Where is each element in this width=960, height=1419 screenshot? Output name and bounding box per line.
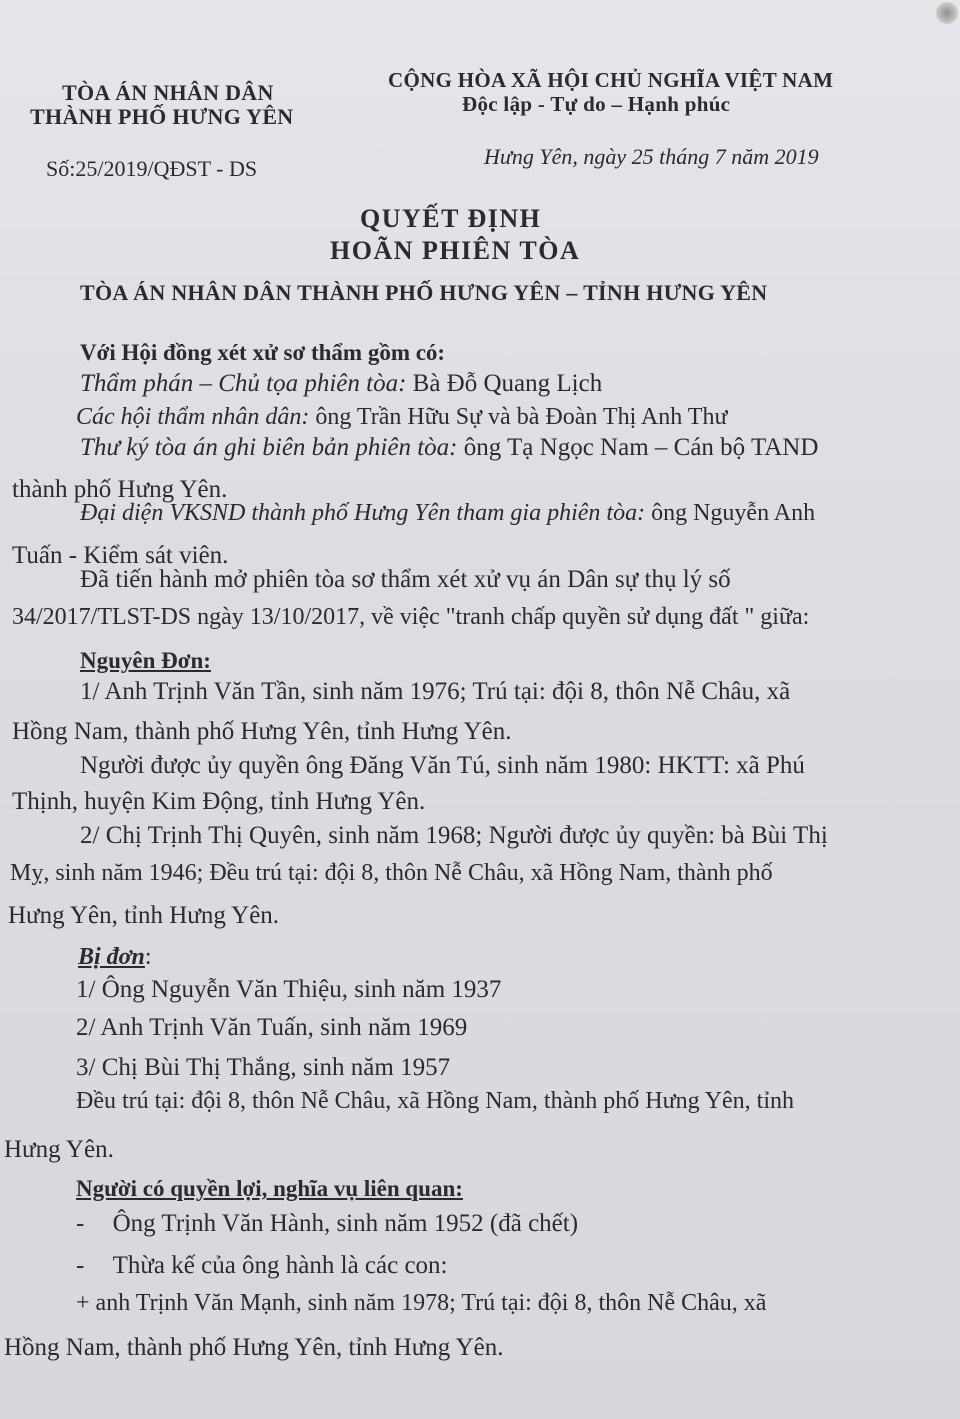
ink-stain	[936, 2, 958, 24]
related-sub-1-line-2: Hồng Nam, thành phố Hưng Yên, tỉnh Hưng Yên.	[4, 1334, 504, 1361]
document-number: Số:25/2019/QĐST - DS	[46, 156, 258, 181]
procurator-label: Đại diện VKSND thành phố Hưng Yên tham gia phiên tòa:	[80, 500, 646, 526]
decision-subtitle: HOÃN PHIÊN TÒA	[330, 236, 581, 265]
related-item-2-text: Thừa kế của ông hành là các con:	[112, 1252, 448, 1279]
procurator-line-cont: Tuấn - Kiểm sát viên.	[12, 542, 229, 569]
court-full-name: TÒA ÁN NHÂN DÂN THÀNH PHỐ HƯNG YÊN – TỈNH HƯNG YÊN	[80, 280, 768, 305]
panel-heading: Với Hội đồng xét xử sơ thẩm gồm có:	[80, 340, 446, 365]
defendant-address-line-2: Hưng Yên.	[4, 1136, 114, 1163]
decision-title: QUYẾT ĐỊNH	[360, 204, 542, 233]
issue-date: Hưng Yên, ngày 25 tháng 7 năm 2019	[484, 144, 819, 169]
plaintiff-1-line-2: Hồng Nam, thành phố Hưng Yên, tỉnh Hưng Yên.	[12, 718, 512, 745]
defendant-2: 2/ Anh Trịnh Văn Tuấn, sinh năm 1969	[76, 1014, 468, 1041]
defendant-heading-label: Bị đơn	[78, 944, 145, 970]
related-heading: Người có quyền lợi, nghĩa vụ liên quan:	[76, 1176, 463, 1201]
judge-label: Thẩm phán – Chủ tọa phiên tòa:	[80, 370, 407, 397]
plaintiff-2-line-1: 2/ Chị Trịnh Thị Quyên, sinh năm 1968; Người được ủy quyền: bà Bùi Thị	[80, 822, 828, 849]
clerk-value: ông Tạ Ngọc Nam – Cán bộ TAND	[457, 434, 819, 461]
jurors-line	[76, 404, 727, 431]
defendant-heading	[78, 944, 152, 971]
judge-value: Bà Đỗ Quang Lịch	[406, 370, 603, 397]
clerk-line	[80, 434, 818, 462]
plaintiff-1-rep-line-2: Thịnh, huyện Kim Động, tỉnh Hưng Yên.	[12, 788, 426, 815]
plaintiff-heading: Nguyên Đơn:	[80, 648, 211, 673]
plaintiff-1-line-1: 1/ Anh Trịnh Văn Tần, sinh năm 1976; Trú tại: đội 8, thôn Nễ Châu, xã	[80, 678, 791, 705]
plaintiff-2-line-2: Mỵ, sinh năm 1946; Đều trú tại: đội 8, thôn Nễ Châu, xã Hồng Nam, thành phố	[10, 860, 773, 886]
clerk-label: Thư ký tòa án ghi biên bản phiên tòa:	[80, 434, 458, 461]
country-name: CỘNG HÒA XÃ HỘI CHỦ NGHĨA VIỆT NAM	[388, 68, 834, 92]
court-name-line1: TÒA ÁN NHÂN DÂN	[62, 80, 274, 105]
plaintiff-1-rep-line-1: Người được ủy quyền ông Đăng Văn Tú, sinh năm 1980: HKTT: xã Phú	[80, 752, 805, 779]
plaintiff-2-line-3: Hưng Yên, tỉnh Hưng Yên.	[8, 902, 280, 929]
defendant-address-line-1: Đều trú tại: đội 8, thôn Nễ Châu, xã Hồng Nam, thành phố Hưng Yên, tỉnh	[76, 1088, 795, 1114]
defendant-heading-colon: :	[144, 944, 152, 970]
bullet-dash: -	[76, 1252, 85, 1279]
related-item-1-text: Ông Trịnh Văn Hành, sinh năm 1952 (đã chết)	[112, 1210, 579, 1237]
bullet-dash: -	[76, 1210, 85, 1237]
procurator-value: ông Nguyễn Anh	[645, 500, 816, 526]
defendant-1: 1/ Ông Nguyễn Văn Thiệu, sinh năm 1937	[76, 976, 502, 1003]
defendant-3: 3/ Chị Bùi Thị Thắng, sinh năm 1957	[76, 1054, 451, 1081]
case-line-1: Đã tiến hành mở phiên tòa sơ thẩm xét xử vụ án Dân sự thụ lý số	[80, 566, 731, 593]
jurors-label: Các hội thẩm nhân dân:	[76, 404, 310, 430]
judge-line	[80, 370, 602, 398]
procurator-line	[80, 500, 815, 527]
court-name-line2: THÀNH PHỐ HƯNG YÊN	[30, 104, 294, 129]
clerk-line-cont: thành phố Hưng Yên.	[12, 476, 228, 503]
country-motto: Độc lập - Tự do – Hạnh phúc	[462, 92, 731, 116]
related-item-1	[76, 1210, 578, 1238]
jurors-value: ông Trần Hữu Sự và bà Đoàn Thị Anh Thư	[309, 404, 728, 430]
related-sub-1-line-1: + anh Trịnh Văn Mạnh, sinh năm 1978; Trú tại: đội 8, thôn Nễ Châu, xã	[76, 1290, 767, 1316]
related-item-2	[76, 1252, 448, 1280]
case-line-2: 34/2017/TLST-DS ngày 13/10/2017, về việc "tranh chấp quyền sử dụng đất " giữa:	[12, 604, 810, 630]
